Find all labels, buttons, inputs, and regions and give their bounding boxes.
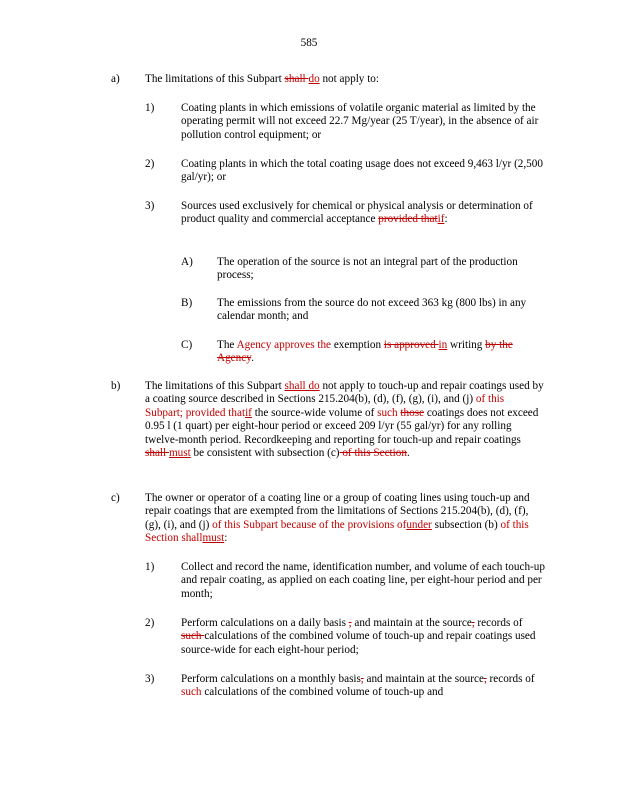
page-number: 585 (300, 37, 318, 49)
insertion: must (202, 532, 225, 545)
insertion: if (245, 406, 252, 419)
insertion: of this Subpart because of the provisions of (212, 518, 407, 531)
insertion: such (181, 686, 202, 699)
insertion: such (377, 406, 398, 419)
section-c-text: The owner or operator of a coating line or a group of coating lines using touch-up and repair coatings that are exempted from the limitations of Sections 215.204(b), (d), (f), (g), (i), and (j) of this Subpart because of the provisions ofunder subsection (b) of this Section shallmust: (145, 492, 530, 545)
insertion: Agency approves the (236, 339, 332, 351)
section-b-text: The limitations of this Subpart shall do not apply to touch-up and repair coatings used by a coating source described in Sections 215.204(b), (d), (f), (g), (i), and (j) of this Subpart; provided thatif the source-wide volume of such those coatings does not exceed 0.95 l (1 quart) per eight-hour period or exceed 209 l/yr (55 gal/yr) for any rolling twelve-month period. Recordkeeping and reporting for touch-up and repair coatings shall must be consistent with subsection (c) of this Section. (145, 380, 544, 460)
section-c-label: c) (111, 492, 120, 504)
insertion: in (438, 339, 448, 351)
deletion: such (181, 630, 205, 643)
insertion: of this Section shall (145, 518, 529, 545)
deletion: , (348, 617, 352, 629)
insertion: under (406, 518, 432, 531)
deletion: shall (145, 447, 169, 460)
insertion: shall do (284, 380, 320, 392)
section-a-label: a) (111, 73, 120, 85)
insertion: do (308, 73, 320, 85)
insertion: must (168, 447, 191, 460)
deletion: , (360, 673, 364, 685)
deletion: , (471, 617, 475, 629)
insertion: if (437, 213, 445, 226)
deletion: provided that (378, 213, 438, 226)
deletion: of this Section (339, 447, 407, 460)
deletion: those (400, 406, 425, 419)
deletion: is approved (383, 339, 439, 351)
insertion: of this Subpart; provided that (145, 393, 505, 419)
deletion: , (483, 673, 487, 685)
deletion: by the Agency (217, 339, 513, 365)
section-a-text: The limitations of this Subpart shall do not apply to: (145, 73, 380, 85)
section-b-label: b) (111, 380, 121, 392)
deletion: shall (284, 73, 309, 85)
